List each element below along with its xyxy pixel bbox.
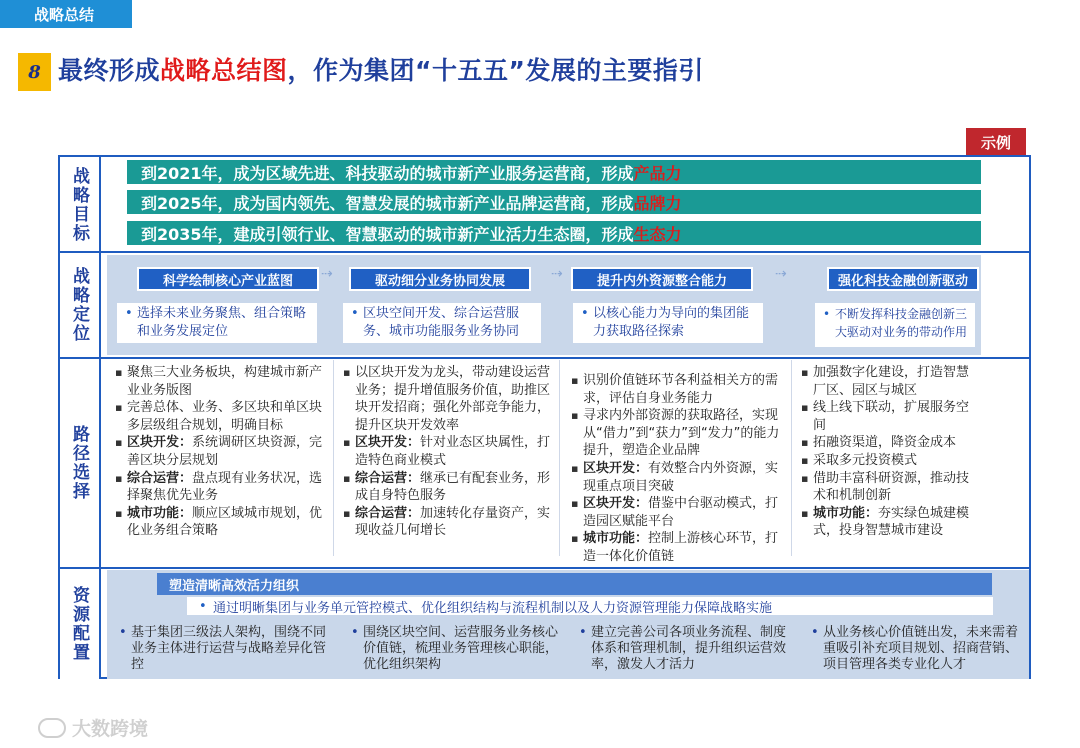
positioning-head: 强化科技金融创新驱动 <box>827 267 979 291</box>
list-item: ▪ 加强数字化建设，打造智慧厂区、园区与城区 <box>801 364 979 399</box>
positioning-head: 驱动细分业务协同发展 <box>349 267 531 291</box>
positioning-head: 科学绘制核心产业蓝图 <box>137 267 319 291</box>
positioning-col <box>107 255 325 355</box>
arrow-icon: ⇢ <box>551 266 563 282</box>
row-label-goals: 战略目标 <box>60 157 101 252</box>
column-divider <box>333 360 334 556</box>
watermark-logo-icon <box>38 718 66 738</box>
list-item: ▪ 城市功能：夯实绿色城建模式，投身智慧城市建设 <box>801 505 979 540</box>
example-badge: 示例 <box>966 128 1026 156</box>
path-area <box>107 360 981 564</box>
arrow-icon: ⇢ <box>321 266 333 282</box>
list-item: ▪ 完善总体、业务、多区块和单区块多层级组合规划，明确目标 <box>115 399 327 434</box>
arrow-icon: ⇢ <box>775 266 787 282</box>
path-col <box>115 364 327 540</box>
list-item: ▪ 采取多元投资模式 <box>801 452 979 470</box>
list-item: ▪ 聚焦三大业务板块，构建城市新产业业务版图 <box>115 364 327 399</box>
path-col <box>801 364 979 540</box>
list-item: ▪ 借助丰富科研资源，推动技术和机制创新 <box>801 470 979 505</box>
list-item: ▪ 区块开发：借鉴中台驱动模式，打造园区赋能平台 <box>571 495 783 530</box>
resource-area <box>107 570 1029 679</box>
list-item: ▪ 识别价值链环节各利益相关方的需求，评估自身业务能力 <box>571 372 783 407</box>
positioning-body: • 以核心能力为导向的集团能力获取路径探索 <box>573 303 763 343</box>
strategy-summary-diagram <box>58 155 1031 679</box>
resource-item: • 从业务核心价值链出发，未来需着重吸引补充项目规划、招商营销、项目管理各类专业化人才 <box>809 625 1025 673</box>
row-label-resources: 资源配置 <box>60 569 101 679</box>
list-item: ▪ 综合运营：继承已有配套业务，形成自身特色服务 <box>343 470 551 505</box>
row-label-positioning: 战略定位 <box>60 253 101 357</box>
path-col <box>343 364 551 540</box>
list-item: ▪ 城市功能：顺应区域城市规划，优化业务组合策略 <box>115 505 327 540</box>
positioning-col <box>563 255 781 355</box>
list-item: ▪ 区块开发：针对业态区块属性，打造特色商业模式 <box>343 434 551 469</box>
list-item: ▪ 寻求内外部资源的获取路径，实现从“借力”到“获力”到“发力”的能力提升，塑造企业品牌 <box>571 407 783 460</box>
list-item: ▪ 以区块开发为龙头，带动建设运营业务；提升增值服务价值，助推区块开发招商；强化外部竞争能力，提升区块开发效率 <box>343 364 551 434</box>
row-label-path: 路径选择 <box>60 359 101 567</box>
positioning-body: • 区块空间开发、综合运营服务、城市功能服务业务协同 <box>343 303 541 343</box>
list-item: ▪ 城市功能：控制上游核心环节，打造一体化价值链 <box>571 530 783 565</box>
column-divider <box>559 360 560 556</box>
positioning-area <box>107 255 981 355</box>
goal-2025: 到2025年，成为国内领先、智慧发展的城市新产业品牌运营商，形成 品牌力 <box>127 190 981 214</box>
list-item: ▪ 综合运营：盘点现有业务状况，选择聚焦优先业务 <box>115 470 327 505</box>
positioning-body: • 不断发挥科技金融创新三大驱动对业务的带动作用 <box>815 303 975 347</box>
page-title: 最终形成战略总结图，作为集团“十五五”发展的主要指引 <box>58 56 704 85</box>
positioning-head: 提升内外资源整合能力 <box>571 267 753 291</box>
resource-item: • 建立完善公司各项业务流程、制度体系和管理机制，提升组织运营效率，激发人才活力 <box>577 625 789 673</box>
positioning-col <box>333 255 551 355</box>
list-item: ▪ 线上线下联动，扩展服务空间 <box>801 399 979 434</box>
path-col <box>571 372 783 566</box>
slide-number: 8 <box>18 53 51 91</box>
resource-banner: 塑造清晰高效活力组织 <box>157 573 992 595</box>
goal-2021: 到2021年，成为区域先进、科技驱动的城市新产业服务运营商，形成 产品力 <box>127 160 981 184</box>
section-tab: 战略总结 <box>0 0 132 28</box>
row-strategic-goals <box>60 157 1029 252</box>
list-item: ▪ 综合运营：加速转化存量资产，实现收益几何增长 <box>343 505 551 540</box>
goal-2035: 到2035年，建成引领行业、智慧驱动的城市新产业活力生态圈，形成 生态力 <box>127 221 981 245</box>
list-item: ▪ 区块开发：系统调研区块资源，完善区块分层规划 <box>115 434 327 469</box>
column-divider <box>791 360 792 556</box>
positioning-col <box>787 255 981 355</box>
list-item: ▪ 区块开发：有效整合内外资源，实现重点项目突破 <box>571 460 783 495</box>
positioning-body: • 选择未来业务聚焦、组合策略和业务发展定位 <box>117 303 317 343</box>
resource-item: • 围绕区块空间、运营服务业务核心价值链，梳理业务管理核心职能，优化组织架构 <box>349 625 559 673</box>
watermark: 大数跨境 <box>38 714 148 741</box>
list-item: ▪ 拓融资渠道，降资金成本 <box>801 434 979 452</box>
resource-item: • 基于集团三级法人架构，围绕不同业务主体进行运营与战略差异化管控 <box>117 625 331 673</box>
resource-subtitle: • 通过明晰集团与业务单元管控模式、优化组织结构与流程机制以及人力资源管理能力保障战略实施 <box>187 597 993 615</box>
